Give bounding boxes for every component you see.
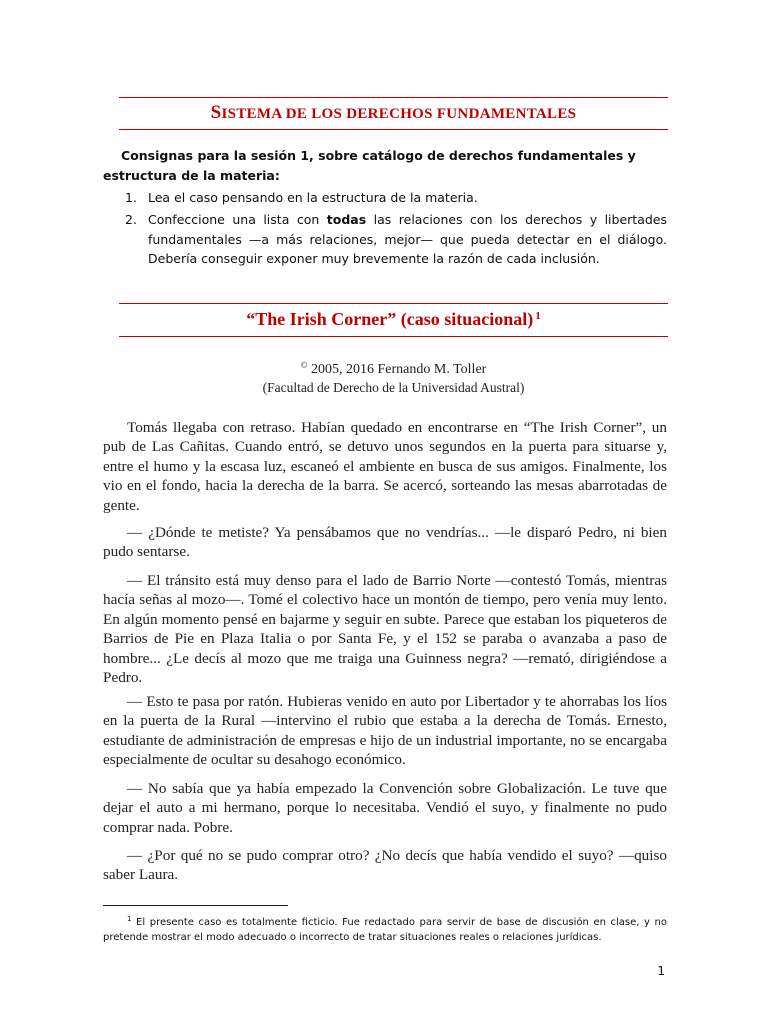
item-text-after: las relaciones con los derechos y libertades fundamentales —a más relaciones, mejor— que pueda detectar en el diálogo. Debería conseguir exponer muy brevemente la razón de cada inclusión.	[148, 212, 667, 266]
paragraph: Tomás llegaba con retraso. Habían quedado en encontrarse en “The Irish Corner”, un pub de Las Cañitas. Cuando entró, se detuvo unos segundos en la puerta para situarse y, entre el humo y la escasa luz, escaneó el ambiente en busca de sus amigos. Finalmente, los vio en el fondo, hacia la derecha de la barra. Se acercó, sorteando las mesas abarrotadas de gente.	[103, 419, 667, 514]
page-number: 1	[657, 964, 665, 978]
copyright-symbol: ©	[300, 360, 308, 370]
instructions-heading	[103, 146, 667, 185]
item-text-before: Confeccione una lista con	[148, 212, 327, 227]
paragraph: — No sabía que ya había empezado la Convención sobre Globalización. Le tuve que dejar el auto a mi hermano, porque lo necesitaba. Vendió el suyo, y finalmente no pudo comprar nada. Pobre.	[103, 780, 667, 836]
instructions-heading-text: Consignas para la sesión 1, sobre catálogo de derechos fundamentales y estructura de la materia:	[103, 148, 636, 183]
footnote-text: El presente caso es totalmente ficticio. Fue redactado para servir de base de discusión en clase, y no pretende mostrar el modo adecuado o incorrecto de tratar situaciones reales o relaciones jurídicas.	[103, 917, 667, 943]
case-title-text: “The Irish Corner” (caso situacional)	[246, 309, 534, 329]
item-text	[148, 210, 667, 269]
paragraph: — Esto te pasa por ratón. Hubieras venido en auto por Libertador y te ahorrabas los líos en la puerta de la Rural —intervino el rubio que estaba a la derecha de Tomás. Ernesto, estudiante de administración de empresas e hijo de un industrial importante, no se encargaba especialmente de ocultar su desahogo económico.	[103, 693, 667, 769]
paragraph: — ¿Dónde te metiste? Ya pensábamos que no vendrías... —le disparó Pedro, ni bien pudo sentarse.	[103, 524, 667, 561]
footnote-reference[interactable]: 1	[535, 310, 541, 322]
title-rule-top	[119, 97, 668, 98]
affiliation-line: (Facultad de Derecho de la Universidad Austral)	[262, 380, 525, 395]
footnote	[103, 912, 667, 945]
title-rule-bottom	[119, 129, 668, 130]
title-initial: S	[210, 102, 222, 123]
item-emphasis: todas	[326, 212, 367, 227]
copyright-text: 2005, 2016 Fernando M. Toller	[311, 362, 487, 377]
footnote-separator	[103, 905, 288, 906]
item-number: 1.	[125, 190, 137, 205]
document-title	[119, 102, 668, 124]
item-text: Lea el caso pensando en la estructura de la materia.	[148, 190, 478, 205]
footnote-marker: 1	[127, 915, 132, 923]
paragraph: — ¿Por qué no se pudo comprar otro? ¿No decís que había vendido el suyo? —quiso saber Laura.	[103, 847, 667, 884]
item-number: 2.	[125, 212, 137, 227]
case-rule-top	[119, 303, 668, 304]
case-rule-bottom	[119, 336, 668, 337]
instruction-item-1	[103, 188, 667, 208]
paragraph: — El tránsito está muy denso para el lado de Barrio Norte —contestó Tomás, mientras hacía señas al mozo—. Tomé el colectivo hace un montón de tiempo, pero venía muy lento. En algún momento pensé en bajarme y seguir en subte. Parece que estaban los piqueteros de Barrios de Pie en Plaza Italia o por Santa Fe, y el 152 se paraba o avanzaba a paso de hombre... ¿Le decís al mozo que me traiga una Guinness negra? —remató, dirigiéndose a Pedro.	[103, 572, 667, 687]
title-rest: ISTEMA DE LOS DERECHOS FUNDAMENTALES	[221, 106, 577, 122]
case-title	[119, 309, 668, 330]
copyright-line	[119, 360, 668, 378]
instruction-item-2	[103, 210, 667, 269]
